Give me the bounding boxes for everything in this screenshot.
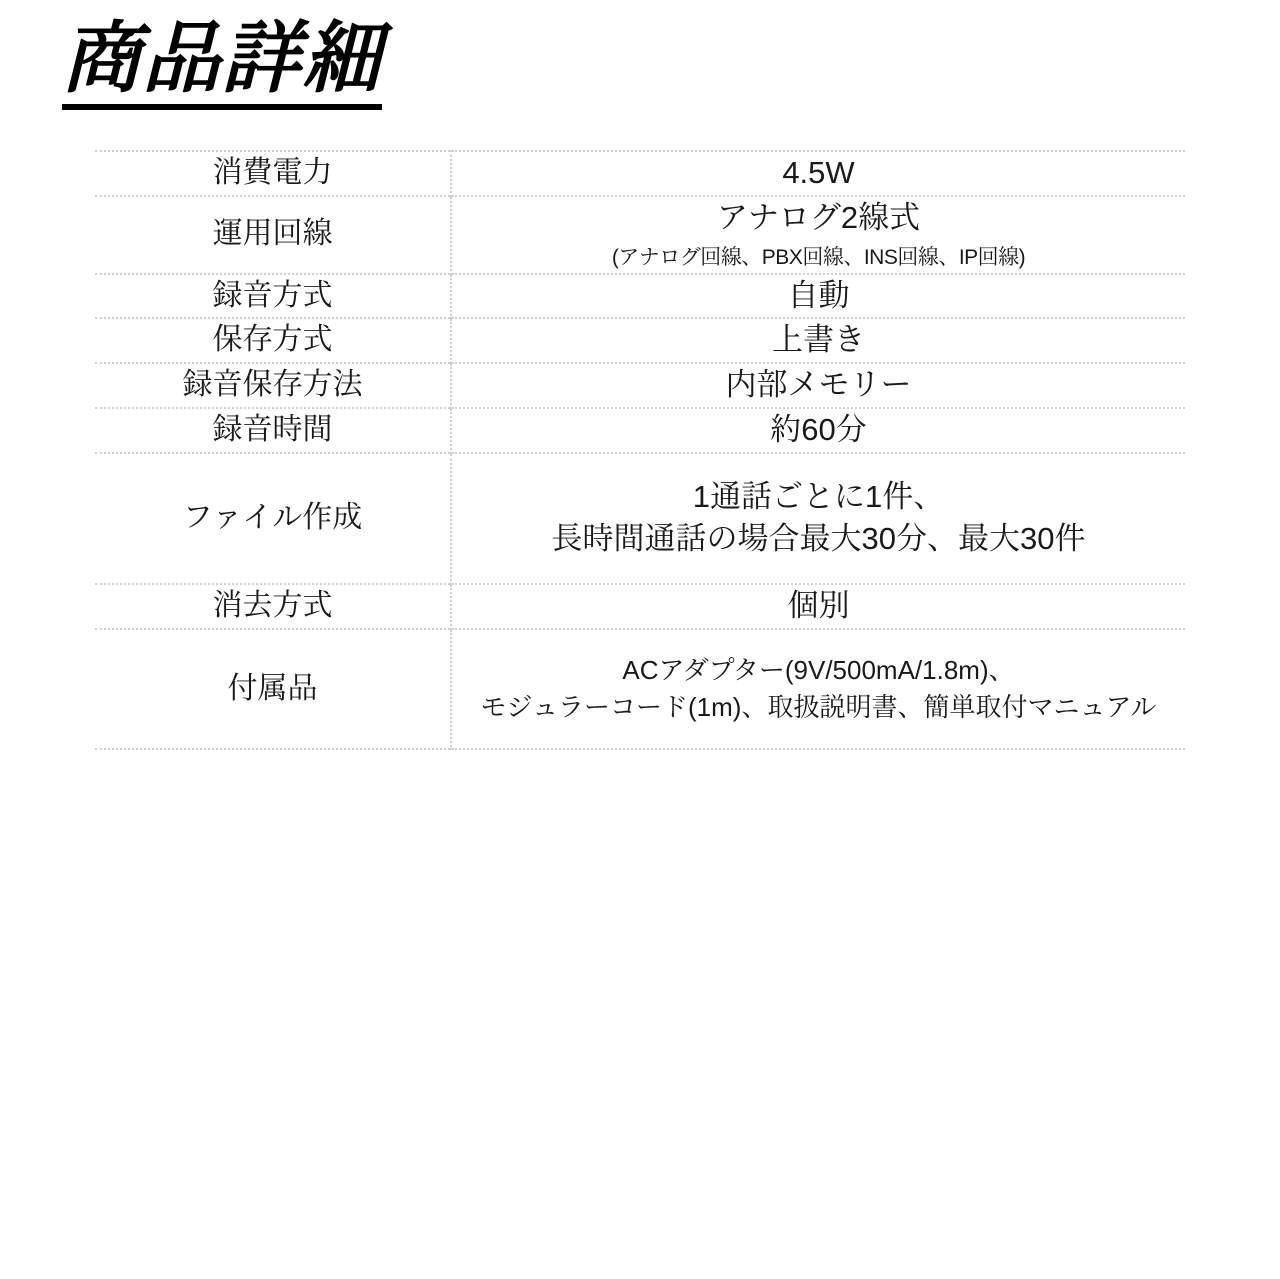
table-row [95,274,1185,319]
spec-label: ファイル作成 [95,453,451,585]
spec-label: 運用回線 [95,196,451,274]
table-row [95,318,1185,363]
spec-value [451,318,1185,363]
spec-value-sub: (アナログ回線、PBX回線、INS回線、IP回線) [611,245,1026,269]
spec-value-line: モジュラーコード(1m)、取扱説明書、簡単取付マニュアル [480,691,1157,722]
table-row [95,629,1185,749]
spec-value-line: ACアダプター(9V/500mA/1.8m)、 [622,654,1015,685]
table-row [95,584,1185,629]
spec-value-line: 長時間通話の場合最大30分、最大30件 [551,521,1086,557]
spec-value-main: 上書き [772,322,865,358]
spec-value [451,629,1185,749]
spec-value [451,274,1185,319]
spec-value-line: 1通話ごとに1件、 [692,478,945,514]
spec-label: 消去方式 [95,584,451,629]
spec-value [451,453,1185,585]
spec-label: 録音方式 [95,274,451,319]
page-title-wrapper [62,13,383,110]
table-row [95,196,1185,274]
table-row [95,408,1185,453]
spec-label: 録音時間 [95,408,451,453]
spec-value [451,408,1185,453]
spec-label: 消費電力 [95,151,451,196]
spec-value [451,363,1185,408]
spec-value-main: 約60分 [770,411,867,447]
spec-value [451,584,1185,629]
table-row [95,363,1185,408]
spec-value-main: アナログ2線式 [716,199,921,235]
specification-table-body [95,151,1185,749]
spec-value-main: 自動 [787,277,850,313]
spec-value-main: 内部メモリー [725,367,912,403]
spec-value-main: 個別 [787,588,850,624]
spec-label: 付属品 [95,629,451,749]
page-title: 商品詳細 [62,18,382,110]
spec-label: 保存方式 [95,318,451,363]
table-row [95,151,1185,196]
specification-table [95,150,1185,750]
spec-value [451,196,1185,274]
table-row [95,453,1185,585]
spec-label: 録音保存方法 [95,363,451,408]
spec-value [451,151,1185,196]
spec-value-main: 4.5W [782,155,855,190]
